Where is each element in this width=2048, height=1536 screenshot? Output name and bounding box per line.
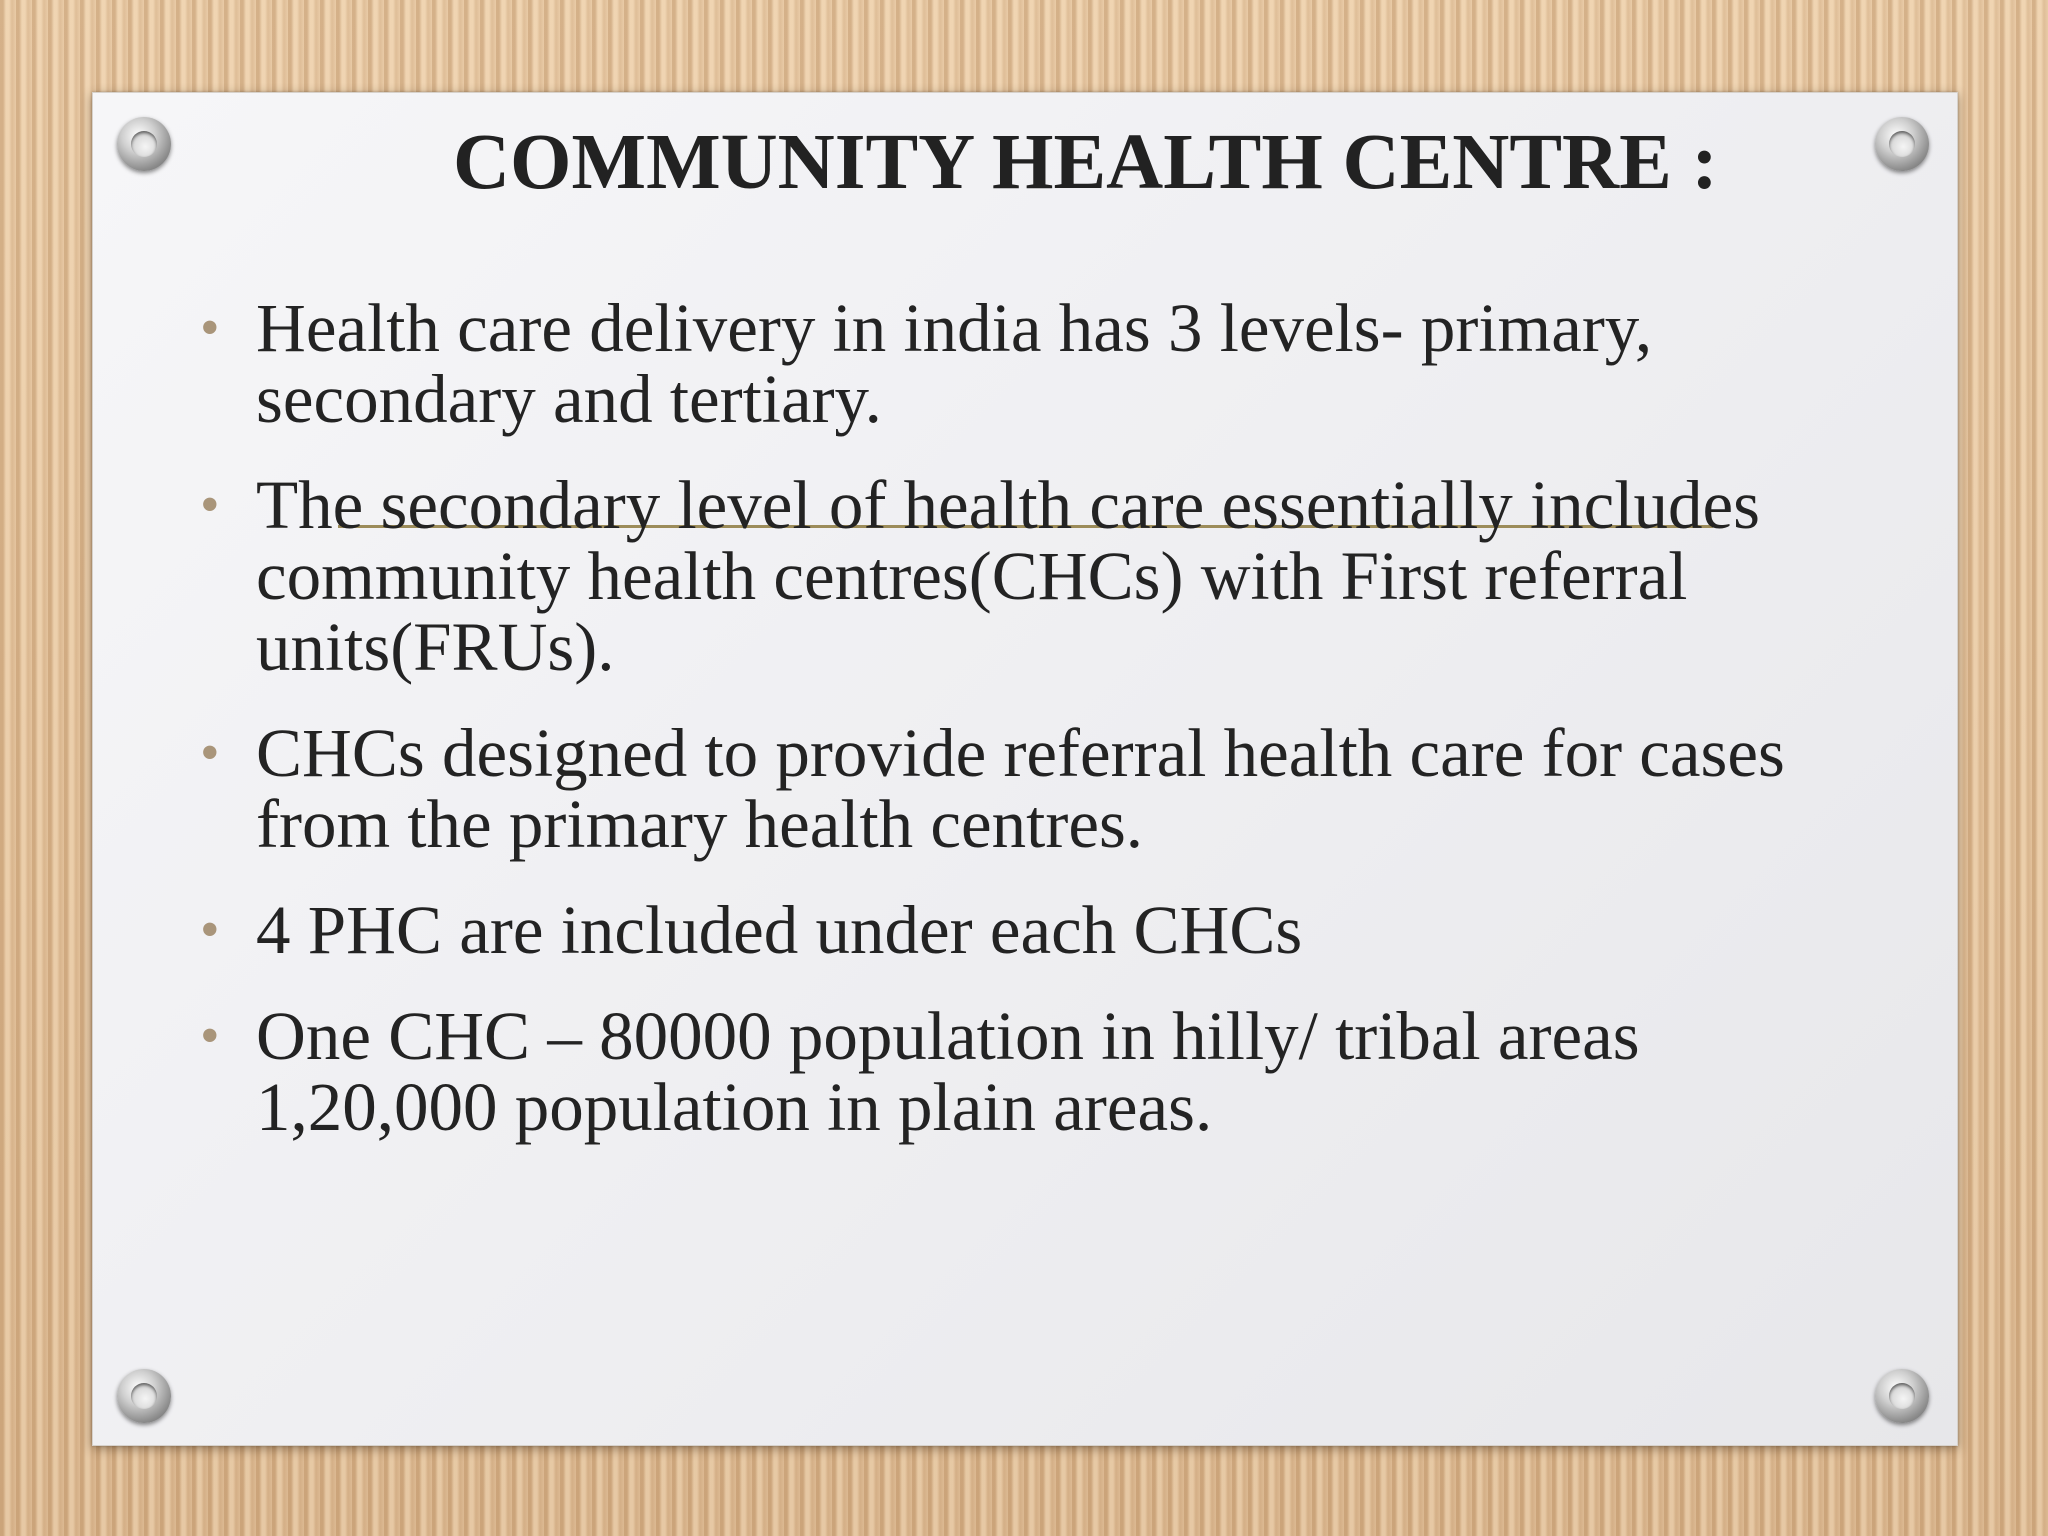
bullet-item [143, 467, 1923, 685]
bullet-item [143, 892, 1923, 968]
bullet-line: The secondary level of health care essentially includes [256, 467, 1760, 543]
slide-board [92, 92, 1958, 1446]
bullet-dot-icon: • [200, 722, 220, 784]
bullet-dot-icon: • [200, 297, 220, 359]
bullet-item [143, 290, 1923, 437]
bullet-line: from the primary health centres. [256, 786, 1144, 862]
bullet-line: CHCs designed to provide referral health care for cases [256, 715, 1785, 791]
bullet-dot-icon: • [200, 474, 220, 536]
slide-title: COMMUNITY HEALTH CENTRE : [453, 119, 1718, 206]
bullet-dot-icon: • [200, 899, 220, 961]
bullet-list [143, 290, 1923, 1178]
grommet-top-right-icon [1875, 117, 1929, 171]
bullet-line: community health centres(CHCs) with First referral [256, 538, 1688, 614]
grommet-bottom-right-icon [1875, 1369, 1929, 1423]
grommet-bottom-left-icon [117, 1369, 171, 1423]
bullet-item [143, 715, 1923, 862]
bullet-line: secondary and tertiary. [256, 361, 882, 437]
bullet-item [143, 998, 1923, 1145]
bullet-dot-icon: • [200, 1005, 220, 1067]
bullet-line: Health care delivery in india has 3 levels- primary, [256, 290, 1653, 366]
grommet-top-left-icon [117, 117, 171, 171]
bullet-line: One CHC – 80000 population in hilly/ tribal areas [256, 998, 1640, 1074]
bullet-line: 4 PHC are included under each CHCs [256, 892, 1303, 968]
bullet-line: 1,20,000 population in plain areas. [256, 1069, 1213, 1145]
bullet-line: units(FRUs). [256, 609, 615, 685]
